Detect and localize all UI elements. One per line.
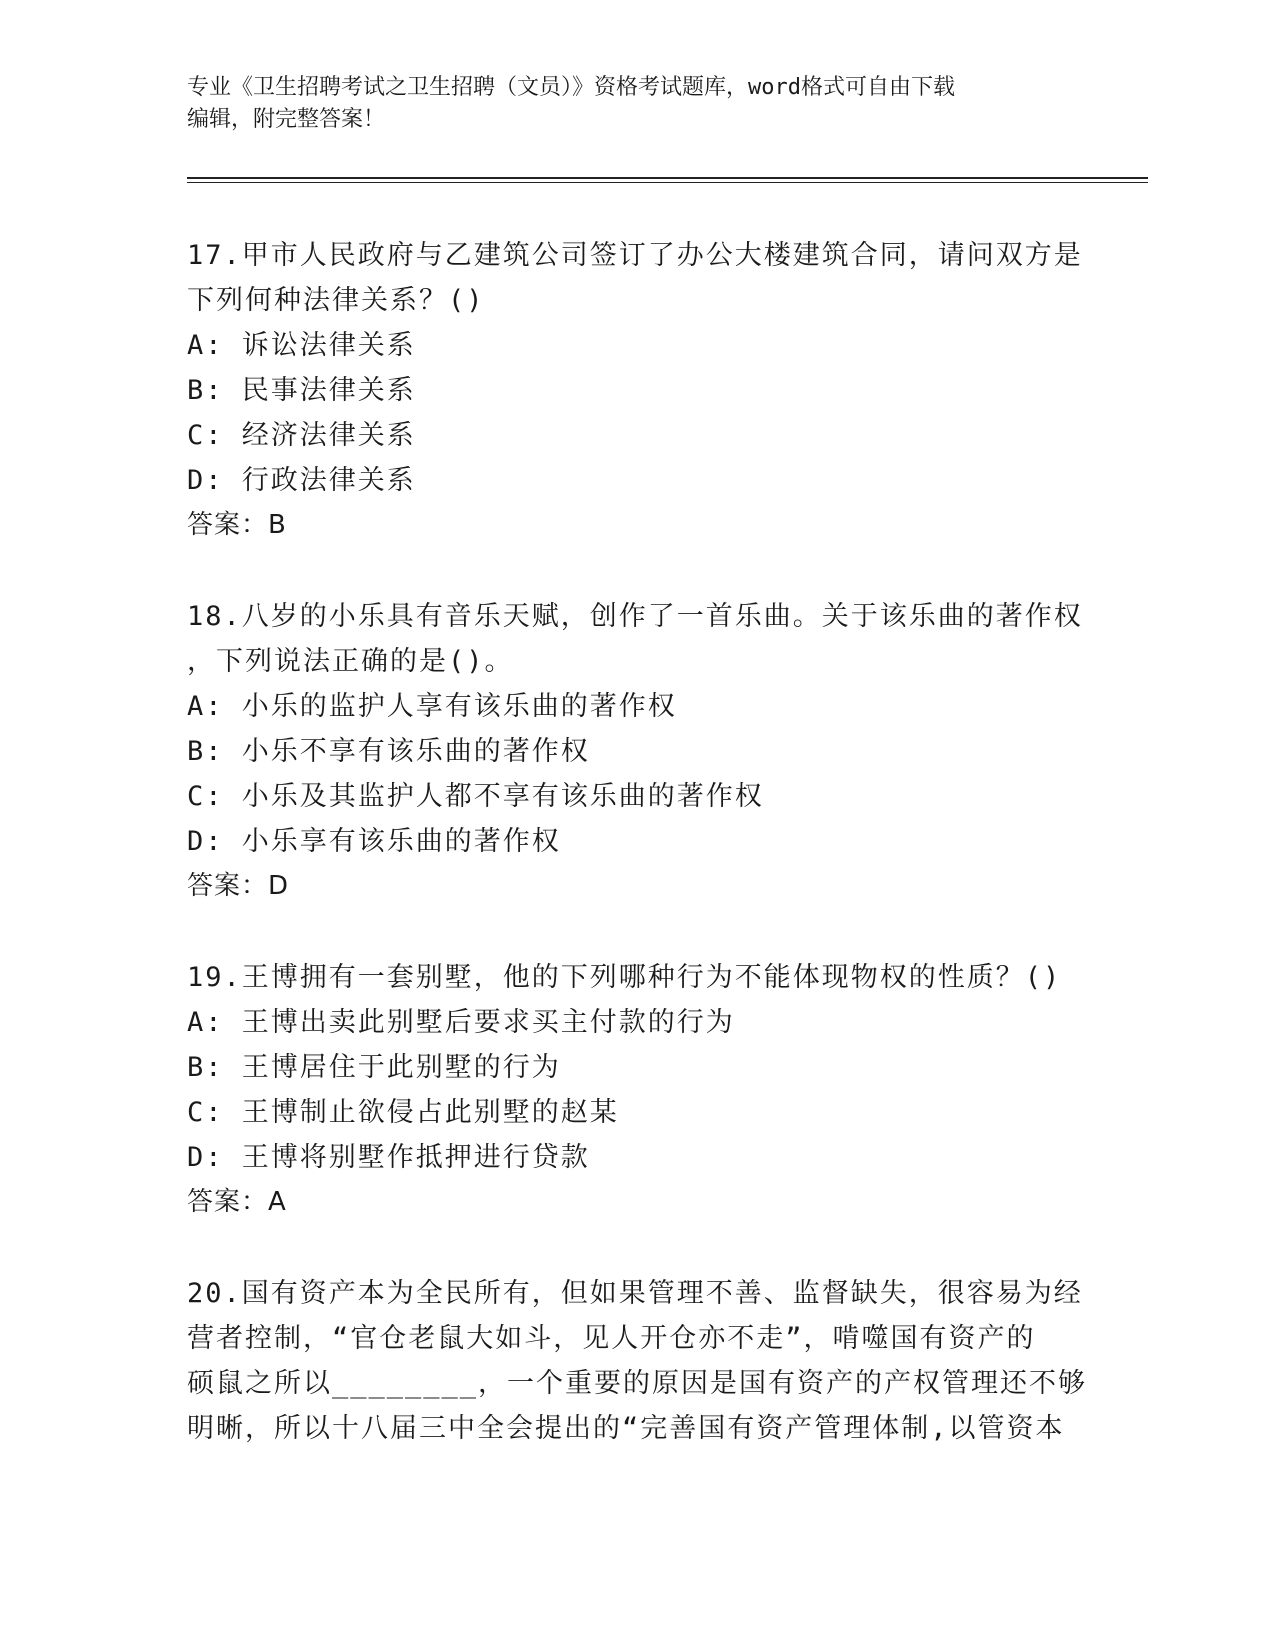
answer-label: 答案：D: [187, 871, 290, 901]
option-a: A: 小乐的监护人享有该乐曲的著作权: [187, 691, 677, 722]
question-stem-line: ，下列说法正确的是()。: [187, 646, 514, 677]
question-17: [187, 233, 1097, 548]
option-a: A: 诉讼法律关系: [187, 330, 416, 361]
option-c: C: 小乐及其监护人都不享有该乐曲的著作权: [187, 781, 764, 812]
option-a: A: 王博出卖此别墅后要求买主付款的行为: [187, 1007, 735, 1038]
question-stem-line: 营者控制，“官仓老鼠大如斗，见人开仓亦不走”，啃噬国有资产的: [187, 1323, 1036, 1354]
question-stem-line: 下列何种法律关系？(): [187, 285, 485, 316]
question-18: [187, 594, 1097, 909]
header-divider-thick: [187, 177, 1148, 179]
option-d: D: 行政法律关系: [187, 465, 416, 496]
option-b: B: 小乐不享有该乐曲的著作权: [187, 736, 590, 767]
option-d: D: 王博将别墅作抵押进行贷款: [187, 1142, 590, 1173]
header-line-1: 专业《卫生招聘考试之卫生招聘（文员）》资格考试题库，word格式可自由下载: [187, 75, 955, 100]
option-b: B: 王博居住于此别墅的行为: [187, 1052, 561, 1083]
option-c: C: 经济法律关系: [187, 420, 416, 451]
question-stem-line: 18.八岁的小乐具有音乐天赋，创作了一首乐曲。关于该乐曲的著作权: [187, 601, 1083, 632]
question-stem-line: 20.国有资产本为全民所有，但如果管理不善、监督缺失，很容易为经: [187, 1278, 1083, 1309]
question-stem-line: 明晰，所以十八届三中全会提出的“完善国有资产管理体制,以管资本: [187, 1413, 1065, 1444]
header-line-2: 编辑，附完整答案！: [187, 107, 386, 132]
question-list: [187, 233, 1097, 1497]
option-c: C: 王博制止欲侵占此别墅的赵某: [187, 1097, 619, 1128]
question-stem-line: 硕鼠之所以________，一个重要的原因是国有资产的产权管理还不够: [187, 1368, 1088, 1399]
question-stem-line: 17.甲市人民政府与乙建筑公司签订了办公大楼建筑合同，请问双方是: [187, 240, 1083, 271]
option-d: D: 小乐享有该乐曲的著作权: [187, 826, 561, 857]
question-stem-line: 19.王博拥有一套别墅，他的下列哪种行为不能体现物权的性质？(): [187, 962, 1062, 993]
header-divider-thin: [187, 182, 1148, 183]
question-19: [187, 955, 1097, 1225]
answer-label: 答案：B: [187, 510, 287, 540]
answer-label: 答案：A: [187, 1187, 287, 1217]
question-20: [187, 1271, 1097, 1451]
document-header: [187, 72, 1067, 136]
option-b: B: 民事法律关系: [187, 375, 416, 406]
